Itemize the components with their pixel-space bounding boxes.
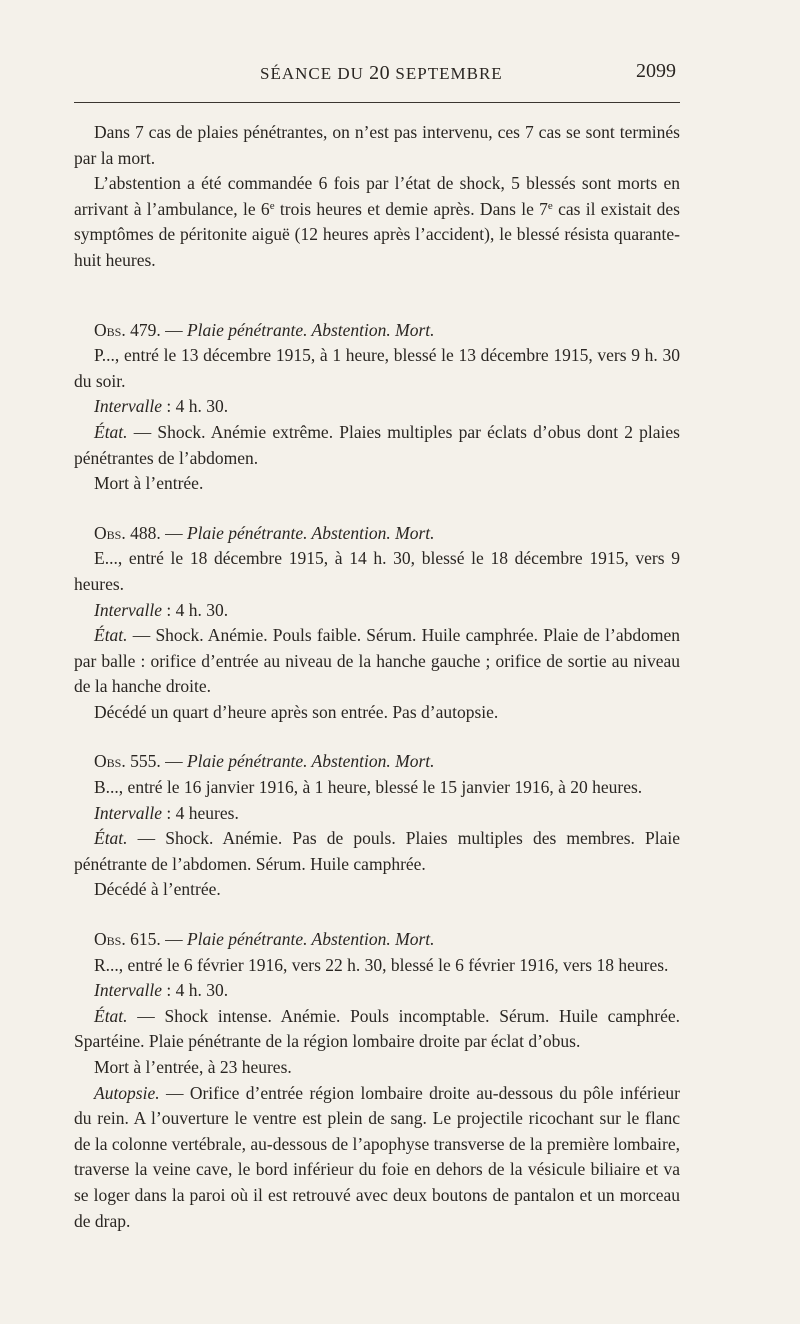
intro-p2-part-b: trois heures et demie après. Dans le 7 [274, 198, 548, 219]
header-title-day: 20 [369, 62, 391, 84]
observation-title: Plaie pénétrante. Abstention. Mort. [186, 751, 435, 772]
page-body [74, 120, 680, 1234]
header-title-month: SEPTEMBRE [390, 64, 503, 83]
header-title [260, 62, 503, 85]
observation-title: Plaie pénétrante. Abstention. Mort. [186, 522, 435, 543]
intervalle-value: : 4 h. 30. [162, 599, 229, 620]
observation-block [74, 749, 680, 903]
etat-text: — Shock intense. Anémie. Pouls incomptable. Sérum. Huile camphrée. Spartéine. Plaie pénétrante de la région lombaire droite par éclat d’obus. [74, 1005, 680, 1052]
intro-paragraph-1: Dans 7 cas de plaies pénétrantes, on n’est pas intervenu, ces 7 cas se sont terminés par la mort. [74, 122, 680, 168]
observation-block [74, 927, 680, 1234]
intervalle-label: Intervalle [94, 599, 163, 620]
intro-paragraph-2 [74, 171, 680, 273]
intro-p2-part-c: cas il existait des symptômes de péritonite aiguë (12 heures après l’accident), le blessé résista quarante-huit heures. [74, 198, 680, 270]
observation-entry: R..., entré le 6 février 1916, vers 22 h. 30, blessé le 6 février 1916, vers 18 heures. [94, 954, 669, 975]
intervalle-value: : 4 h. 30. [162, 396, 229, 417]
header-title-prefix: SÉANCE DU [260, 64, 370, 83]
etat-label: État. [94, 828, 128, 849]
observation-label: Obs. 555. [94, 751, 161, 772]
observation-heading: Obs. 479. — Plaie pénétrante. Abstention. Mort. [94, 319, 435, 340]
etat-label: État. [94, 421, 128, 442]
observation-intervalle [74, 598, 680, 624]
observation-entry: B..., entré le 16 janvier 1916, à 1 heure, blessé le 15 janvier 1916, à 20 heures. [94, 777, 643, 798]
observation-outcome: Décédé un quart d’heure après son entrée. Pas d’autopsie. [94, 701, 499, 722]
etat-label: État. [94, 625, 128, 646]
observation-outcome: Mort à l’entrée, à 23 heures. [94, 1057, 292, 1077]
etat-text: — Shock. Anémie. Pouls faible. Sérum. Huile camphrée. Plaie de l’abdomen par balle : orifice d’entrée au niveau de la hanche gauche ; orifice de sortie au niveau de la hanche droite. [74, 625, 680, 697]
intervalle-label: Intervalle [94, 396, 163, 417]
observation-label: Obs. 479. [94, 319, 161, 340]
observation-label: Obs. 615. [94, 929, 161, 950]
intro-p2-part-a: L’abstention a été commandée 6 fois par l’état de shock, 5 blessés sont morts en arrivant à l’ambulance, le 6 [74, 173, 680, 219]
intervalle-label: Intervalle [94, 980, 163, 1001]
autopsie-label: Autopsie. [94, 1082, 160, 1103]
observation-heading: Obs. 555. — Plaie pénétrante. Abstention. Mort. [94, 751, 435, 772]
observation-autopsie [74, 1081, 680, 1235]
observation-intervalle [74, 801, 680, 827]
observation-entry: P..., entré le 13 décembre 1915, à 1 heure, blessé le 13 décembre 1915, vers 9 h. 30 du soir. [74, 345, 680, 391]
observation-block [74, 318, 680, 497]
etat-label: État. [94, 1005, 128, 1026]
intro-p2-sup-1: e [269, 199, 275, 212]
observation-heading: Obs. 615. — Plaie pénétrante. Abstention. Mort. [94, 929, 435, 950]
observation-heading: Obs. 488. — Plaie pénétrante. Abstention. Mort. [94, 522, 435, 543]
etat-text: — Shock. Anémie extrême. Plaies multiples par éclats d’obus dont 2 plaies pénétrantes de l’abdomen. [74, 421, 680, 468]
etat-text: — Shock. Anémie. Pas de pouls. Plaies multiples des membres. Plaie pénétrante de l’abdomen. Sérum. Huile camphrée. [74, 828, 680, 874]
observation-etat [74, 623, 680, 700]
observation-etat [74, 826, 680, 877]
observation-etat [74, 420, 680, 471]
autopsie-text: — Orifice d’entrée région lombaire droite au-dessous du pôle inférieur du rein. A l’ouverture le ventre est plein de sang. Le projectile ricochant sur le flanc de la colonne vertébrale, au-dessous de l’apophyse transverse de la première lombaire, traverse la veine cave, le bord inférieur du foie en dehors de la vésicule biliaire et va se loger dans la paroi où il est retrouvé avec deux boutons de pantalon et un morceau de drap. [74, 1082, 680, 1231]
observation-block [74, 521, 680, 726]
intervalle-value: : 4 h. 30. [162, 980, 229, 1001]
intervalle-value: : 4 heures. [162, 802, 239, 823]
observation-outcome: Mort à l’entrée. [94, 473, 204, 494]
observation-intervalle [74, 394, 680, 420]
observation-intervalle [74, 978, 680, 1004]
intervalle-label: Intervalle [94, 802, 163, 823]
observation-outcome: Décédé à l’entrée. [94, 879, 221, 900]
observation-title: Plaie pénétrante. Abstention. Mort. [186, 319, 435, 340]
observation-etat [74, 1004, 680, 1055]
running-header [74, 58, 680, 98]
observation-entry: E..., entré le 18 décembre 1915, à 14 h. 30, blessé le 18 décembre 1915, vers 9 heures. [74, 548, 680, 594]
observation-title: Plaie pénétrante. Abstention. Mort. [186, 929, 435, 950]
header-rule [74, 102, 680, 103]
intro-p2-sup-2: e [547, 199, 553, 212]
observation-label: Obs. 488. [94, 522, 161, 543]
page-number: 2099 [636, 60, 676, 82]
